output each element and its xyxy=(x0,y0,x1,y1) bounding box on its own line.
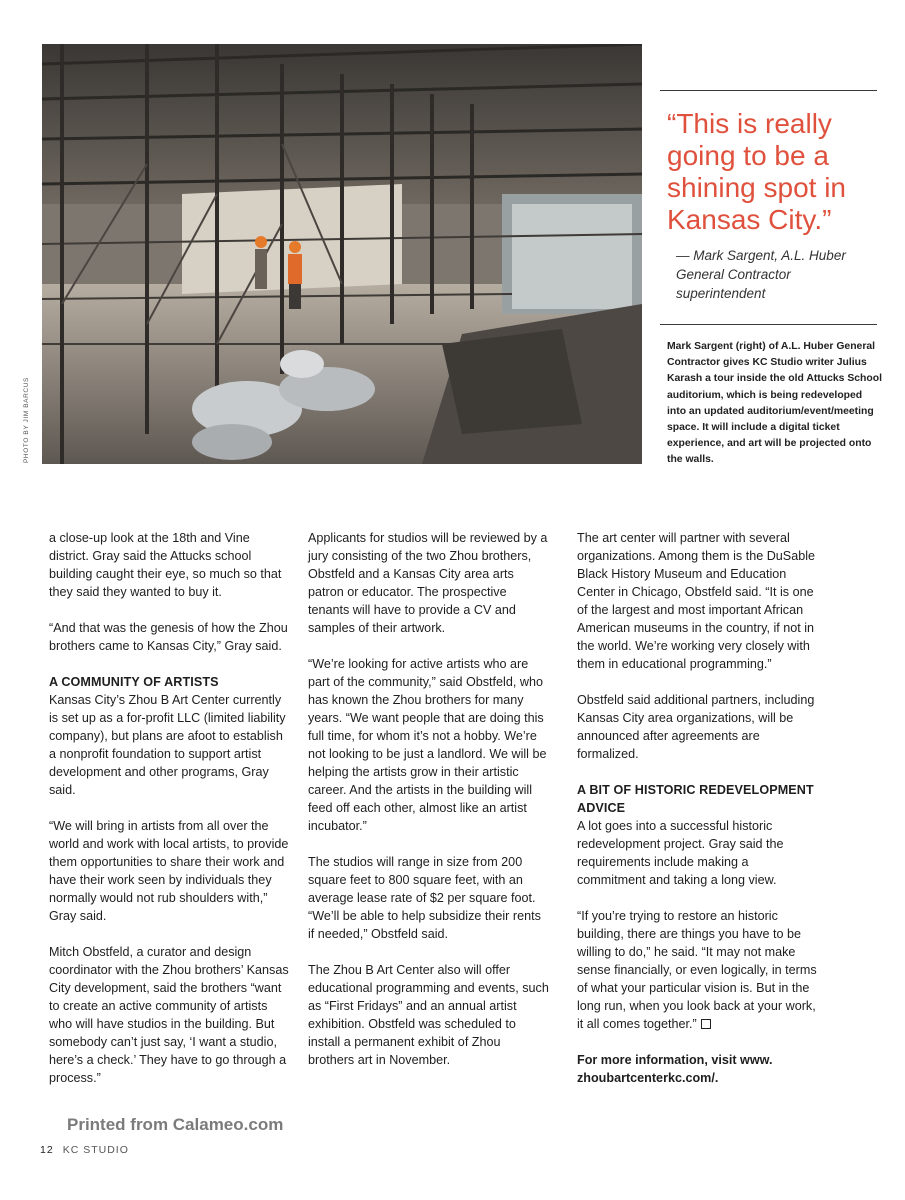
article-column-1 xyxy=(49,529,291,1105)
paragraph: The studios will range in size from 200 square feet to 800 square feet, with an average lease rate of $2 per square foot. “We’ll be able to help subsidize their rents if needed,” Obstfeld said. xyxy=(308,855,541,941)
scaffolding-illustration xyxy=(42,44,642,464)
more-info-link[interactable]: For more information, visit www. zhoubartcenterkc.com/. xyxy=(577,1053,773,1085)
paragraph: A lot goes into a successful historic redevelopment project. Gray said the requirements include making a commitment and taking a long view. xyxy=(577,819,784,887)
paragraph: Mitch Obstfeld, a curator and design coordinator with the Zhou brothers’ Kansas City development, said the brothers “want to create an active community of artists who will have studios in the building. But somebody can’t just say, ‘I want a studio, here’s a check.’ They have to go through a process.” xyxy=(49,945,289,1085)
paragraph: The Zhou B Art Center also will offer educational programming and events, such as “First Fridays” and an annual artist exhibition. Obstfeld was scheduled to install a permanent exhibit of Zhou brothers art in November. xyxy=(308,963,549,1067)
paragraph: “We’re looking for active artists who are part of the community,” said Obstfeld, who has known the Zhou brothers for many years. “We want people that are doing this full time, for whom it’s not a hobby. We’re not looking to be just a landlord. We will be helping the artists grow in their artistic career. And the artists in the building will feed off each other, almost like an artist incubator.” xyxy=(308,657,547,833)
end-mark-icon xyxy=(701,1019,711,1029)
photo-credit: PHOTO BY JIM BARCUS xyxy=(23,377,30,463)
pullquote-top-rule xyxy=(660,90,877,91)
photo-caption: Mark Sargent (right) of A.L. Huber General Contractor gives KC Studio writer Julius Karash a tour inside the old Attucks School auditorium, which is being redeveloped into an updated auditorium/event/meeting space. It will include a digital ticket experience, and art will be projected onto the walls. xyxy=(667,341,882,466)
construction-photo xyxy=(42,44,642,464)
publication-name: KC STUDIO xyxy=(62,1144,129,1156)
closing-quote-text: “If you’re trying to restore an historic building, there are things you have to be willing to do,” he said. “It may not make sense financially, or even logically, in terms of what your particular vision is. But in the long run, when you look back at your work, it all comes together.” xyxy=(577,909,817,1031)
pull-quote: “This is really going to be a shining spot in Kansas City.” xyxy=(667,108,847,235)
paragraph: “We will bring in artists from all over the world and work with local artists, to provide them opportunities to share their work and have their work seen by individuals they normally would not rub shoulders with,” Gray said. xyxy=(49,819,289,923)
calameo-watermark: Printed from Calameo.com xyxy=(67,1115,284,1134)
page-footer xyxy=(40,1144,129,1156)
paragraph: a close-up look at the 18th and Vine district. Gray said the Attucks school building caught their eye, so much so that they said they wanted to buy it. xyxy=(49,531,282,599)
pull-quote-attribution: — Mark Sargent, A.L. Huber General Contractor superintendent xyxy=(676,248,846,301)
section-heading: A BIT OF HISTORIC REDEVELOPMENT ADVICE xyxy=(577,783,814,815)
paragraph: Kansas City’s Zhou B Art Center currently is set up as a for-profit LLC (limited liability company), but plans are afoot to establish a nonprofit foundation to support artist development and other programs, Gray said. xyxy=(49,693,286,797)
paragraph xyxy=(577,907,819,1033)
pullquote-bottom-rule xyxy=(660,324,877,325)
page-number: 12 xyxy=(40,1144,54,1156)
paragraph: The art center will partner with several organizations. Among them is the DuSable Black History Museum and Education Center in Chicago, Obstfeld said. “It is one of the largest and most important African American museums in the country, if not in the world. We’re working very closely with them in educational programming.” xyxy=(577,531,816,671)
paragraph: “And that was the genesis of how the Zhou brothers came to Kansas City,” Gray said. xyxy=(49,621,288,653)
paragraph: Applicants for studios will be reviewed by a jury consisting of the two Zhou brothers, Obstfeld and a Kansas City area arts patron or educator. The prospective tenants will have to provide a CV and samples of their artwork. xyxy=(308,531,548,635)
paragraph: Obstfeld said additional partners, including Kansas City area organizations, will be announced after agreements are formalized. xyxy=(577,693,815,761)
article-column-3 xyxy=(577,529,819,1105)
section-heading: A COMMUNITY OF ARTISTS xyxy=(49,675,219,689)
article-column-2 xyxy=(308,529,550,1087)
